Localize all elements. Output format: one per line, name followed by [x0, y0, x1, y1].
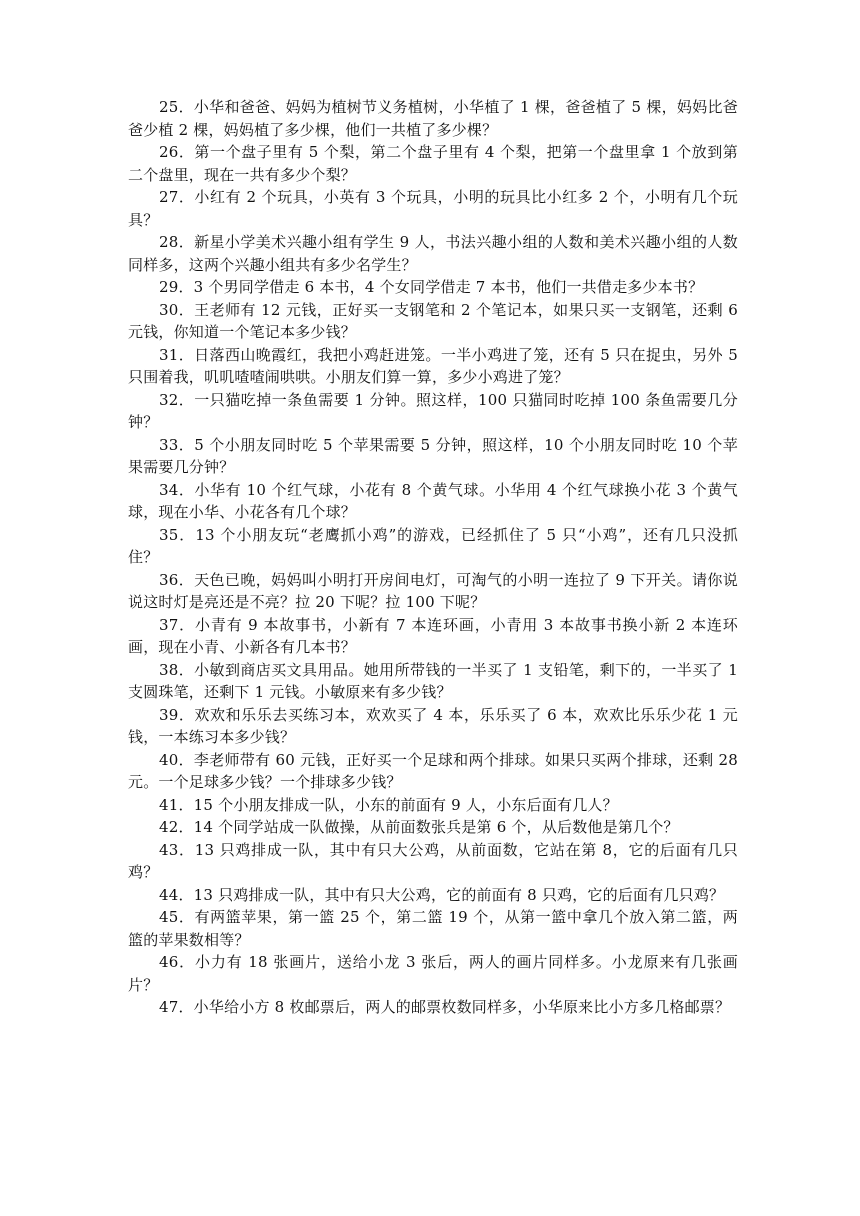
problem-40: 40．李老师带有 60 元钱，正好买一个足球和两个排球。如果只买两个排球，还剩 28 元。一个足球多少钱？一个排球多少钱？: [128, 750, 738, 791]
problem-28: 28．新星小学美术兴趣小组有学生 9 人，书法兴趣小组的人数和美术兴趣小组的人数同样多，这两个兴趣小组共有多少名学生？: [128, 233, 738, 274]
problem-29: 29．3 个男同学借走 6 本书，4 个女同学借走 7 本书，他们一共借走多少本书？: [159, 278, 704, 296]
problem-30: 30．王老师有 12 元钱，正好买一支钢笔和 2 个笔记本，如果只买一支钢笔，还剩 6 元钱，你知道一个笔记本多少钱？: [128, 300, 738, 341]
problem-43: 43．13 只鸡排成一队，其中有只大公鸡，从前面数，它站在第 8，它的后面有几只鸡？: [128, 840, 738, 881]
problem-33: 33．5 个小朋友同时吃 5 个苹果需要 5 分钟，照这样，10 个小朋友同时吃 10 个苹果需要几分钟？: [128, 435, 738, 476]
problem-25: 25．小华和爸爸、妈妈为植树节义务植树，小华植了 1 棵，爸爸植了 5 棵，妈妈比爸爸少植 2 棵，妈妈植了多少棵，他们一共植了多少棵？: [128, 98, 738, 139]
problem-38: 38．小敏到商店买文具用品。她用所带钱的一半买了 1 支铅笔，剩下的，一半买了 1 支圆珠笔，还剩下 1 元钱。小敏原来有多少钱？: [128, 660, 738, 701]
problem-35: 35．13 个小朋友玩“老鹰抓小鸡”的游戏，已经抓住了 5 只“小鸡”，还有几只没抓住？: [128, 525, 738, 566]
problem-44: 44．13 只鸡排成一队，其中有只大公鸡，它的前面有 8 只鸡，它的后面有几只鸡？: [159, 885, 725, 904]
problem-46: 46．小力有 18 张画片，送给小龙 3 张后，两人的画片同样多。小龙原来有几张画片？: [128, 953, 738, 994]
problem-39: 39．欢欢和乐乐去买练习本，欢欢买了 4 本，乐乐买了 6 本，欢欢比乐乐少花 1 元钱，一本练习本多少钱？: [128, 705, 738, 746]
problem-41: 41．15 个小朋友排成一队，小东的前面有 9 人，小东后面有几人？: [159, 795, 618, 814]
problem-45: 45．有两篮苹果，第一篮 25 个，第二篮 19 个，从第一篮中拿几个放入第二篮，两篮的苹果数相等？: [128, 908, 738, 949]
problem-42: 42．14 个同学站成一队做操，从前面数张兵是第 6 个，从后数他是第几个？: [159, 818, 679, 836]
problem-34: 34．小华有 10 个红气球，小花有 8 个黄气球。小华用 4 个红气球换小花 3 个黄气球，现在小华、小花各有几个球？: [128, 480, 738, 521]
problem-26: 26．第一个盘子里有 5 个梨，第二个盘子里有 4 个梨，把第一个盘里拿 1 个放到第二个盘里，现在一共有多少个梨？: [128, 143, 738, 184]
problem-36: 36．天色已晚，妈妈叫小明打开房间电灯，可淘气的小明一连拉了 9 下开关。请你说说这时灯是亮还是不亮？拉 20 下呢？拉 100 下呢？: [128, 570, 738, 611]
problem-list: [128, 96, 738, 1019]
problem-37: 37．小青有 9 本故事书，小新有 7 本连环画，小青用 3 本故事书换小新 2 本连环画，现在小青、小新各有几本书？: [128, 615, 738, 656]
problem-47: 47．小华给小方 8 枚邮票后，两人的邮票枚数同样多，小华原来比小方多几格邮票？: [159, 998, 731, 1016]
problem-32: 32．一只猫吃掉一条鱼需要 1 分钟。照这样，100 只猫同时吃掉 100 条鱼需要几分钟？: [128, 390, 738, 431]
problem-31: 31．日落西山晚霞红，我把小鸡赶进笼。一半小鸡进了笼，还有 5 只在捉虫，另外 5 只围着我，叽叽喳喳闹哄哄。小朋友们算一算，多少小鸡进了笼？: [128, 345, 738, 386]
problem-27: 27．小红有 2 个玩具，小英有 3 个玩具，小明的玩具比小红多 2 个，小明有几个玩具？: [128, 188, 738, 229]
